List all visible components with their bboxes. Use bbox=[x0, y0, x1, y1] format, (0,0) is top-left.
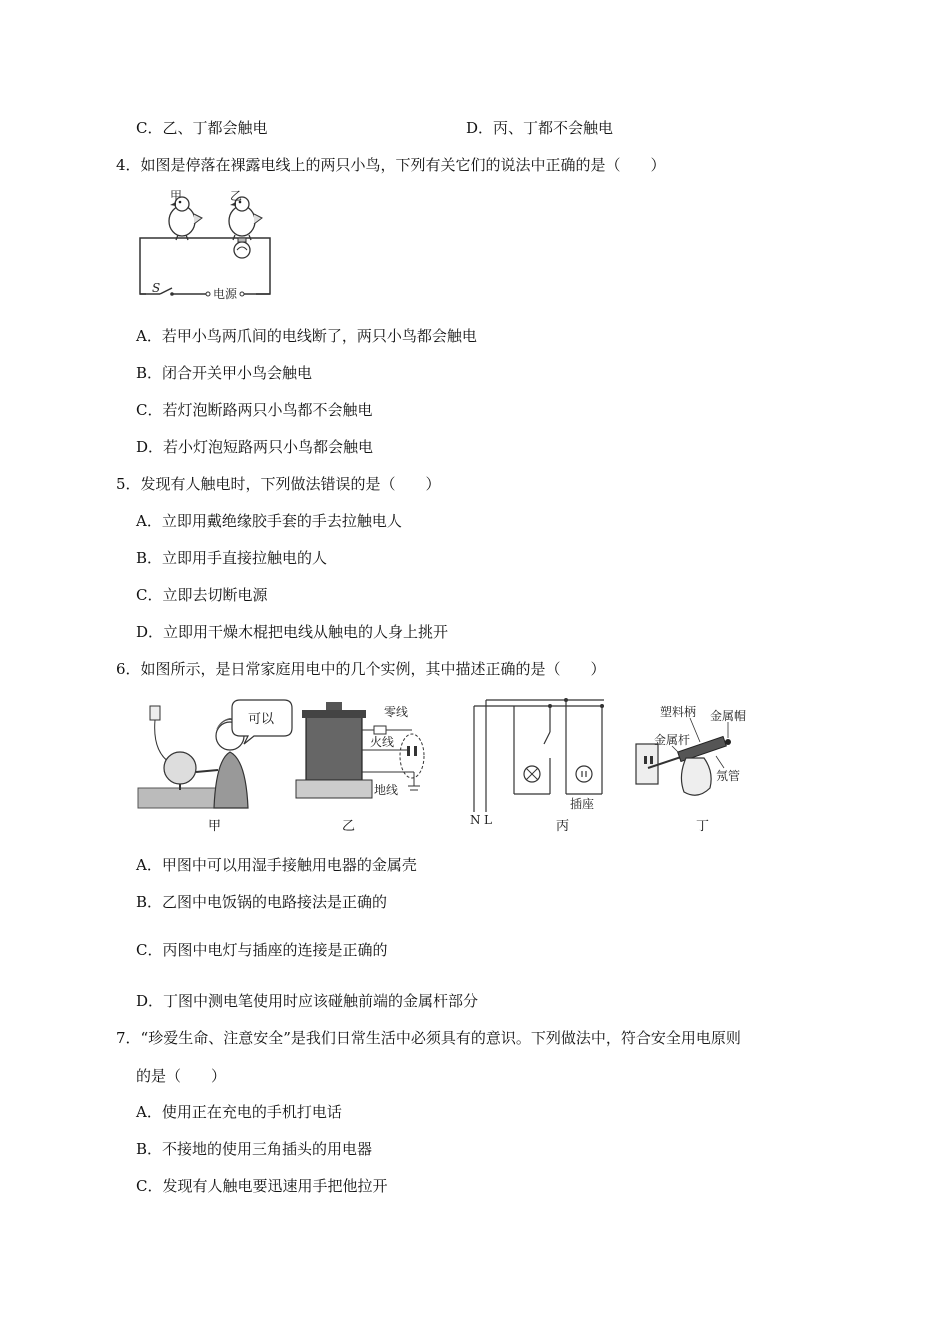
q6-figure-yi bbox=[292, 696, 442, 836]
prev-option-c: C．乙、丁都会触电 bbox=[136, 119, 268, 137]
label-l: L bbox=[484, 813, 492, 827]
q7-option-b: B．不接地的使用三角插头的用电器 bbox=[136, 1140, 373, 1158]
label-jia: 甲 bbox=[170, 189, 183, 203]
speech-bubble-text: 可以 bbox=[248, 712, 275, 727]
label-socket: 插座 bbox=[570, 797, 595, 811]
caption-yi: 乙 bbox=[342, 819, 356, 834]
q7-stem-line2: 的是（ ） bbox=[136, 1067, 227, 1085]
q5-option-c: C．立即去切断电源 bbox=[136, 586, 268, 604]
prev-option-d: D．丙、丁都不会触电 bbox=[466, 119, 614, 137]
q5-option-b: B．立即用手直接拉触电的人 bbox=[136, 549, 328, 567]
label-n: N bbox=[470, 813, 481, 827]
label-live: 火线 bbox=[370, 735, 395, 749]
q4-stem: 4．如图是停落在裸露电线上的两只小鸟，下列有关它们的说法中正确的是（ ） bbox=[116, 156, 666, 174]
q4-option-c: C．若灯泡断路两只小鸟都不会触电 bbox=[136, 401, 373, 419]
q6-figure-ding bbox=[628, 696, 778, 836]
q6-option-a: A．甲图中可以用湿手接触用电器的金属壳 bbox=[136, 856, 417, 874]
q6-stem: 6．如图所示，是日常家庭用电中的几个实例，其中描述正确的是（ ） bbox=[116, 660, 606, 678]
q4-option-a: A．若甲小鸟两爪间的电线断了，两只小鸟都会触电 bbox=[136, 327, 477, 345]
fan-icon bbox=[164, 752, 196, 790]
q6-figure-bing bbox=[466, 692, 616, 836]
label-yi: 乙 bbox=[230, 189, 243, 203]
q4-option-b: B．闭合开关甲小鸟会触电 bbox=[136, 364, 313, 382]
bird-jia-icon bbox=[169, 197, 202, 240]
label-switch-s: S bbox=[152, 281, 161, 295]
label-metal-rod: 金属杆 bbox=[654, 733, 691, 747]
q6-option-c: C．丙图中电灯与插座的连接是正确的 bbox=[136, 941, 388, 959]
caption-jia: 甲 bbox=[208, 819, 222, 834]
caption-ding: 丁 bbox=[696, 819, 710, 834]
label-handle: 塑料柄 bbox=[660, 705, 697, 719]
label-metal-cap: 金属帽 bbox=[710, 709, 747, 723]
label-neutral: 零线 bbox=[384, 705, 409, 719]
q7-option-c: C．发现有人触电要迅速用手把他拉开 bbox=[136, 1177, 388, 1195]
label-power: 电源 bbox=[213, 287, 238, 301]
lamp-icon bbox=[524, 766, 540, 782]
q6-option-b: B．乙图中电饭锅的电路接法是正确的 bbox=[136, 893, 388, 911]
bulb-icon bbox=[234, 238, 250, 258]
q7-stem-line1: 7．“珍爱生命、注意安全”是我们日常生活中必须具有的意识。下列做法中，符合安全用电原则 bbox=[116, 1029, 741, 1047]
caption-bing: 丙 bbox=[556, 819, 570, 834]
q6-figure-jia bbox=[136, 696, 296, 836]
q5-option-a: A．立即用戴绝缘胶手套的手去拉触电人 bbox=[136, 512, 402, 530]
label-ground: 地线 bbox=[374, 783, 399, 797]
q5-option-d: D．立即用干燥木棍把电线从触电的人身上挑开 bbox=[136, 623, 449, 641]
hand-icon bbox=[681, 758, 711, 795]
socket-icon bbox=[576, 766, 592, 782]
q7-option-a: A．使用正在充电的手机打电话 bbox=[136, 1103, 342, 1121]
q4-figure bbox=[136, 188, 276, 302]
bird-yi-icon bbox=[229, 197, 262, 240]
q5-stem: 5．发现有人触电时，下列做法错误的是（ ） bbox=[116, 475, 441, 493]
q6-option-d: D．丁图中测电笔使用时应该碰触前端的金属杆部分 bbox=[136, 992, 479, 1010]
rice-cooker-icon bbox=[296, 702, 372, 798]
label-neon-tube: 氖管 bbox=[716, 769, 741, 783]
q4-option-d: D．若小灯泡短路两只小鸟都会触电 bbox=[136, 438, 374, 456]
